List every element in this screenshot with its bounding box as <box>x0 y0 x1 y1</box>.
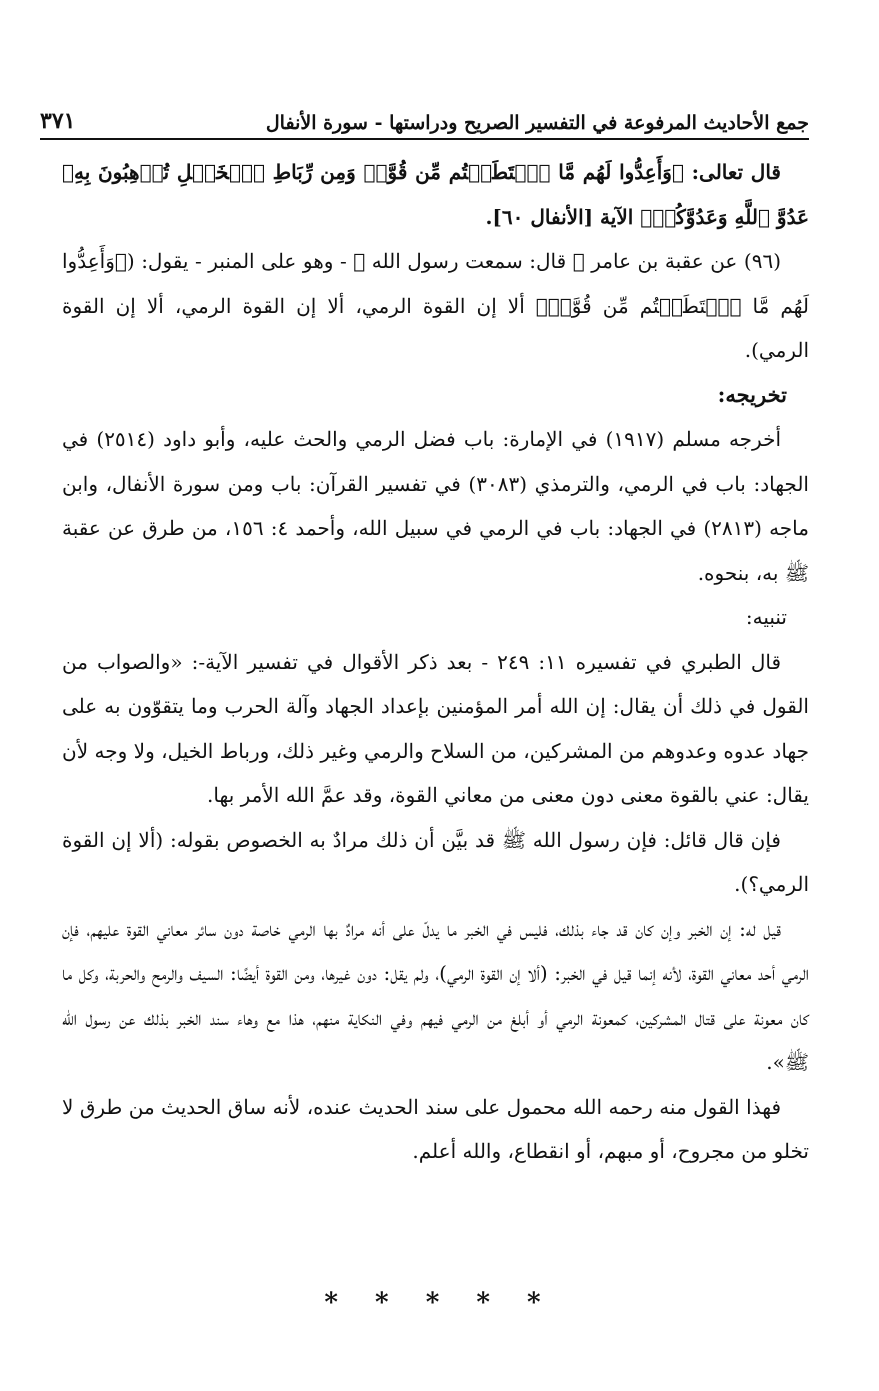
section-heading-tanbih: تنبيه: <box>745 605 787 629</box>
page-number: ٣٧١ <box>40 108 76 134</box>
conclusion-paragraph: فهذا القول منه رحمه الله محمول على سند الحديث عنده، لأنه ساق الحديث من طرق لا تخلو من مجروح، أو مبهم، أو انقطاع، والله أعلم. <box>62 1094 809 1163</box>
tabari-quote-paragraph: قال الطبري في تفسيره ١١: ٢٤٩ - بعد ذكر الأقوال في تفسير الآية-: «والصواب من القول في ذلك أن يقال: إن الله أمر المؤمنين بإعداد الجهاد وآلة الحرب وما يتقوّون به على جهاد عدوه وعدوهم من المشركين، من السلاح والرمي وغير ذلك، ورباط الخيل، ولا وجه لأن يقال: عني بالقوة معنى دون معنى من معاني القوة، وقد عمَّ الله الأمر بها. <box>62 649 809 807</box>
running-header <box>40 98 809 140</box>
quran-verse-paragraph: قال تعالى: ﴿وَأَعِدُّوا لَهُم مَّا ٱسۡتَطَعۡتُم مِّن قُوَّةٖ وَمِن رِّبَاطِ ٱلۡخَيۡلِ تُرۡهِبُونَ بِهِۦ عَدُوَّ ٱللَّهِ وَعَدُوَّكُمۡ﴾ الآية [الأنفال ٦٠]. <box>62 160 809 229</box>
section-separator: * * * * * <box>324 1288 555 1318</box>
reply-paragraph: قيل له: إن الخبر وإن كان قد جاء بذلك، فليس في الخبر ما يدلّ على أنه مرادٌ بها الرمي خاصة دون سائر معاني القوة عليهم، فإن الرمي أحد معاني القوة، لأنه إنما قيل في الخبر: (ألا إن القوة الرمي)، ولم يقل: دون غيرها، ومن القوة أيضًا: السيف والرمح والحربة، وكل ما كان معونة على قتال المشركين، كمعونة الرمي أو أبلغ من الرمي فيهم وفي النكاية منهم، هذا مع وهاء سند الخبر بذلك عن رسول الله ﷺ». <box>62 916 809 1074</box>
header-title: جمع الأحاديث المرفوعة في التفسير الصريح ودراستها - سورة الأنفال <box>265 112 809 134</box>
page-body <box>62 150 809 1174</box>
takhrij-paragraph: أخرجه مسلم (١٩١٧) في الإمارة: باب فضل الرمي والحث عليه، وأبو داود (٢٥١٤) في الجهاد: باب في الرمي، والترمذي (٣٠٨٣) في تفسير القرآن: باب ومن سورة الأنفال، وابن ماجه (٢٨١٣) في الجهاد: باب في الرمي في سبيل الله، وأحمد ٤: ١٥٦، من طرق عن عقبة ﷺ به، بنحوه. <box>62 427 809 585</box>
objection-paragraph: فإن قال قائل: فإن رسول الله ﷺ قد بيَّن أن ذلك مرادٌ به الخصوص بقوله: (ألا إن القوة الرمي؟). <box>62 827 809 896</box>
section-heading-takhrij: تخريجه: <box>717 381 787 407</box>
hadith-paragraph: (٩٦) عن عقبة بن عامر ﷺ قال: سمعت رسول الله ﷺ - وهو على المنبر - يقول: (﴿وَأَعِدُّوا لَهُم مَّا ٱسۡتَطَعۡتُم مِّن قُوَّةٖ﴾ ألا إن القوة الرمي، ألا إن القوة الرمي، ألا إن القوة الرمي). <box>62 249 809 362</box>
